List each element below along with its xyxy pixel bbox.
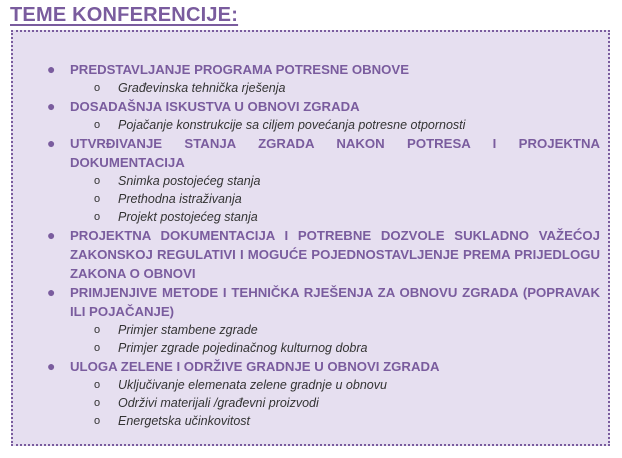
topic-item <box>13 283 608 357</box>
subtopic-label: Uključivanje elemenata zelene gradnje u obnovu <box>118 378 387 392</box>
subtopic-item <box>70 321 600 339</box>
subtopic-item <box>70 79 600 97</box>
subtopic-item <box>70 208 600 226</box>
topic-label: PRIMJENJIVE METODE I TEHNIČKA RJEŠENJA ZA OBNOVU ZGRADA (POPRAVAK ILI POJAČANJE) <box>70 285 600 319</box>
subtopic-list <box>70 376 600 430</box>
subtopic-label: Projekt postojećeg stanja <box>118 210 258 224</box>
subtopic-item <box>70 376 600 394</box>
subtopic-list <box>70 116 600 134</box>
subtopic-label: Snimka postojećeg stanja <box>118 174 261 188</box>
hollow-circle-bullet-icon: o <box>94 324 101 336</box>
subtopic-item <box>70 412 600 430</box>
subtopic-item <box>70 116 600 134</box>
filled-circle-bullet-icon: ● <box>47 284 56 300</box>
subtopic-list <box>70 321 600 357</box>
hollow-circle-bullet-icon: o <box>94 379 101 391</box>
filled-circle-bullet-icon: ● <box>47 358 56 374</box>
hollow-circle-bullet-icon: o <box>94 415 101 427</box>
topic-item <box>13 60 608 97</box>
topic-item <box>13 134 608 226</box>
subtopic-label: Održivi materijali /građevni proizvodi <box>118 396 319 410</box>
hollow-circle-bullet-icon: o <box>94 397 101 409</box>
topic-label: DOSADAŠNJA ISKUSTVA U OBNOVI ZGRADA <box>70 99 360 114</box>
hollow-circle-bullet-icon: o <box>94 82 101 94</box>
filled-circle-bullet-icon: ● <box>47 227 56 243</box>
topics-box <box>11 30 610 446</box>
subtopic-item <box>70 339 600 357</box>
subtopic-item <box>70 394 600 412</box>
subtopic-label: Energetska učinkovitost <box>118 414 251 428</box>
topic-label: PROJEKTNA DOKUMENTACIJA I POTREBNE DOZVOLE SUKLADNO VAŽEĆOJ ZAKONSKOJ REGULATIVI I MOGUĆE POJEDNOSTAVLJENJE PREMA PRIJEDLOGU ZAKONA O OBNOVI <box>70 228 600 281</box>
subtopic-item <box>70 190 600 208</box>
hollow-circle-bullet-icon: o <box>94 119 101 131</box>
hollow-circle-bullet-icon: o <box>94 175 101 187</box>
filled-circle-bullet-icon: ● <box>47 135 56 151</box>
topic-label: PREDSTAVLJANJE PROGRAMA POTRESNE OBNOVE <box>70 62 410 77</box>
filled-circle-bullet-icon: ● <box>47 98 56 114</box>
subtopic-list <box>70 79 600 97</box>
subtopic-label: Primjer stambene zgrade <box>118 323 258 337</box>
subtopic-label: Građevinska tehnička rješenja <box>118 81 286 95</box>
subtopic-item <box>70 172 600 190</box>
topic-item <box>13 97 608 134</box>
topic-label: ULOGA ZELENE I ODRŽIVE GRADNJE U OBNOVI ZGRADA <box>70 359 440 374</box>
subtopic-label: Prethodna istraživanja <box>118 192 242 206</box>
hollow-circle-bullet-icon: o <box>94 342 101 354</box>
topic-item <box>13 357 608 430</box>
hollow-circle-bullet-icon: o <box>94 193 101 205</box>
page-title: TEME KONFERENCIJE: <box>10 4 239 26</box>
topic-item <box>13 226 608 283</box>
topics-list <box>13 60 608 430</box>
topic-label: UTVRĐIVANJE STANJA ZGRADA NAKON POTRESA I PROJEKTNA DOKUMENTACIJA <box>70 136 600 170</box>
hollow-circle-bullet-icon: o <box>94 211 101 223</box>
filled-circle-bullet-icon: ● <box>47 61 56 77</box>
subtopic-label: Pojačanje konstrukcije sa ciljem povećanja potresne otpornosti <box>118 118 466 132</box>
subtopic-label: Primjer zgrade pojedinačnog kulturnog dobra <box>118 341 368 355</box>
subtopic-list <box>70 172 600 226</box>
